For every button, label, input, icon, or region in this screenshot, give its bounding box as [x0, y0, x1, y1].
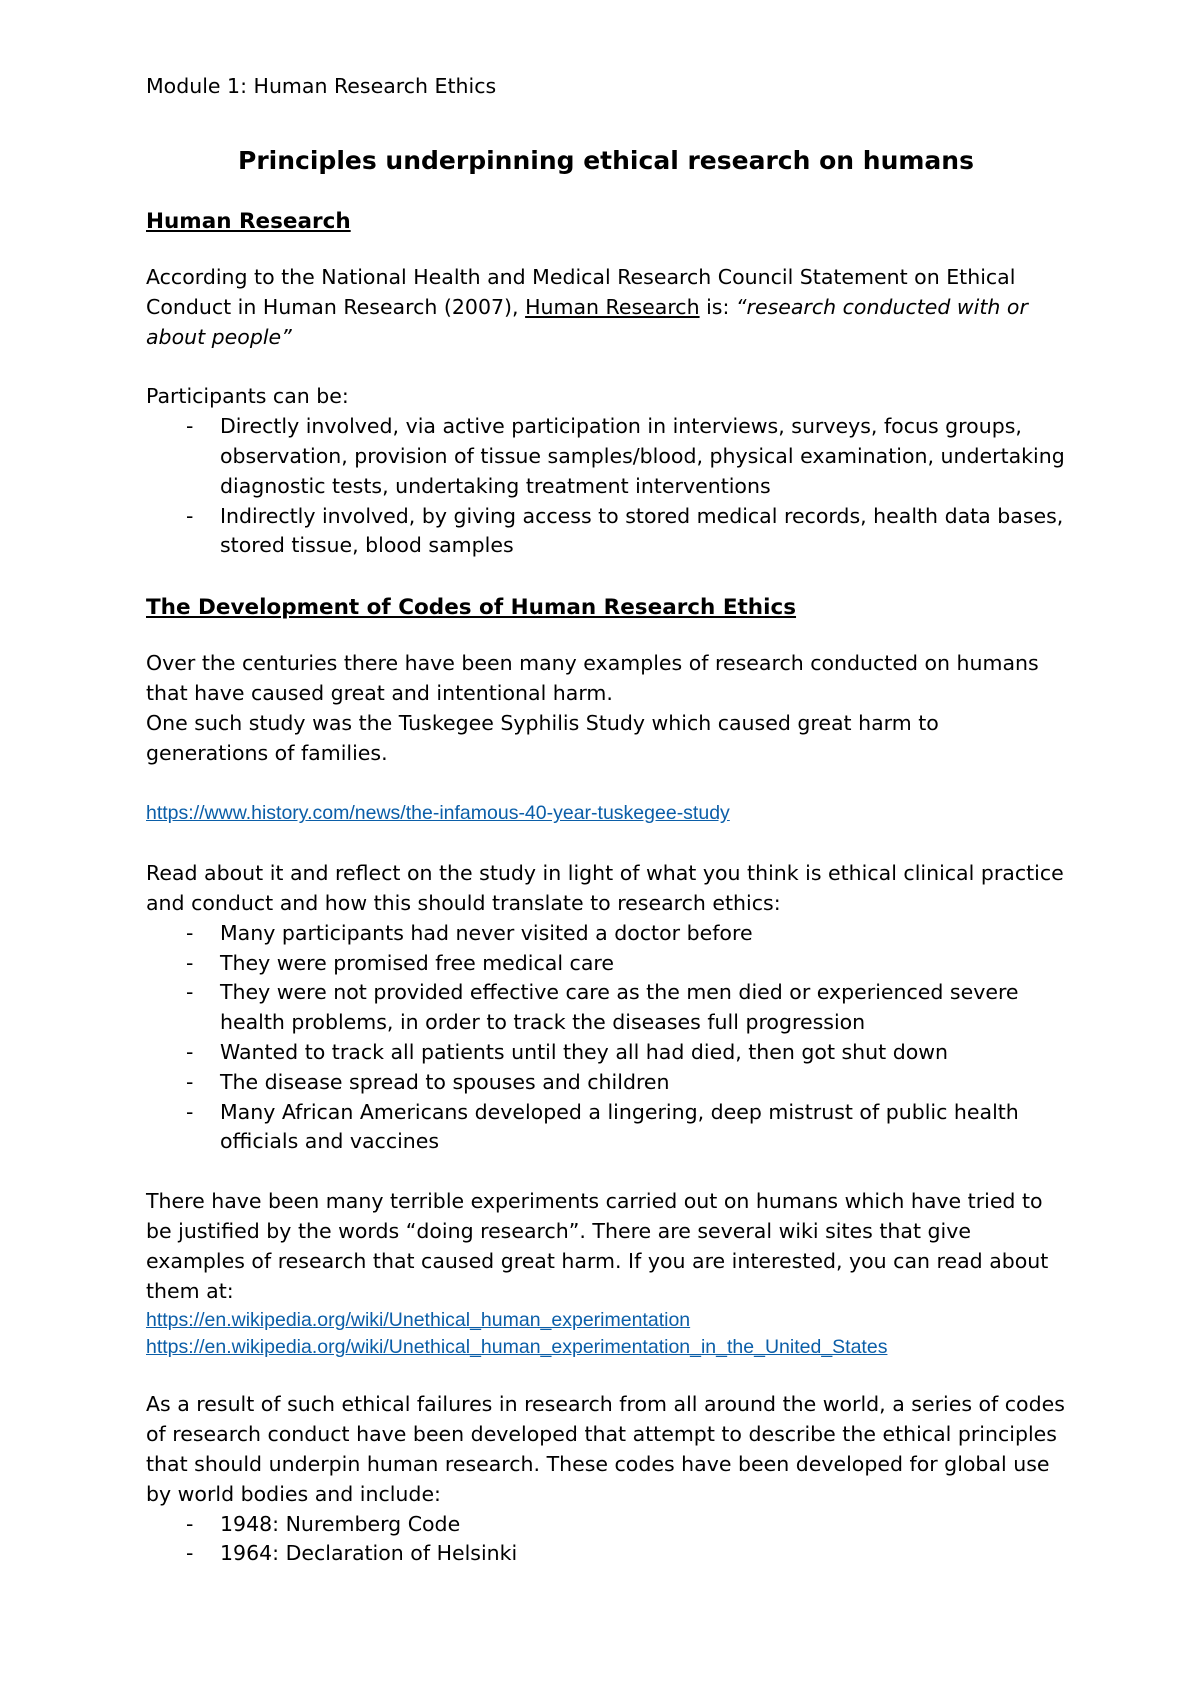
definition-mid: is:	[699, 294, 736, 319]
list-item: - 1964: Declaration of Helsinki	[146, 1539, 1066, 1569]
reflect-intro: Read about it and reflect on the study in light of what you think is ethical clinical practice and conduct and how this should translate to research ethics:	[146, 861, 1064, 915]
definition-term: Human Research	[525, 294, 700, 319]
codes-list	[146, 1510, 1066, 1570]
list-item: - The disease spread to spouses and children	[146, 1068, 1066, 1098]
list-item: - 1948: Nuremberg Code	[146, 1510, 1066, 1540]
wiki-links	[146, 1306, 1066, 1360]
list-item: - They were promised free medical care	[146, 949, 1066, 979]
wiki-paragraph: There have been many terrible experiments carried out on humans which have tried to be justified by the words “doing research”. There are several wiki sites that give examples of research that caused great harm. If you are interested, you can read about them at:	[146, 1189, 1049, 1303]
list-item: - Directly involved, via active participation in interviews, surveys, focus groups, observation, provision of tissue samples/blood, physical examination, undertaking diagnostic tests, undertaking treatment interventions	[146, 412, 1066, 501]
list-item: - Many African Americans developed a lingering, deep mistrust of public health officials and vaccines	[146, 1098, 1066, 1158]
module-header: Module 1: Human Research Ethics	[146, 74, 497, 98]
definition-quote: “research conducted with or about people”	[146, 294, 1028, 349]
participants-list	[146, 412, 1066, 561]
list-item: - Indirectly involved, by giving access to stored medical records, health data bases, stored tissue, blood samples	[146, 502, 1066, 562]
participants-intro: Participants can be:	[146, 384, 349, 409]
list-item: - Many participants had never visited a doctor before	[146, 919, 1066, 949]
page-title: Principles underpinning ethical research on humans	[238, 146, 974, 175]
reflect-list	[146, 919, 1066, 1157]
definition-lead: According to the National Health and Medical Research Council Statement on Ethical Conduct in Human Research (2007),	[146, 265, 1016, 319]
document-content	[146, 72, 1066, 1569]
tuskegee-paragraph: One such study was the Tuskegee Syphilis Study which caused great harm to generations of families.	[146, 710, 939, 765]
list-item: - They were not provided effective care as the men died or experienced severe health problems, in order to track the diseases full progression	[146, 978, 1066, 1038]
tuskegee-link-line	[146, 798, 1066, 829]
history-paragraph: Over the centuries there have been many examples of research conducted on humans that have caused great and intentional harm.	[146, 651, 1039, 705]
section-heading-human-research: Human Research	[146, 209, 351, 234]
section-heading-codes-development: The Development of Codes of Human Research Ethics	[146, 595, 797, 621]
tuskegee-link[interactable]: https://www.history.com/news/the-infamous-40-year-tuskegee-study	[146, 802, 730, 825]
wiki-link-unethical-experimentation-us[interactable]: https://en.wikipedia.org/wiki/Unethical_human_experimentation_in_the_United_States	[146, 1336, 888, 1359]
list-item: - Wanted to track all patients until they all had died, then got shut down	[146, 1038, 1066, 1068]
wiki-link-unethical-experimentation[interactable]: https://en.wikipedia.org/wiki/Unethical_human_experimentation	[146, 1309, 691, 1332]
human-research-definition	[146, 263, 1066, 352]
codes-paragraph: As a result of such ethical failures in research from all around the world, a series of codes of research conduct have been developed that attempt to describe the ethical principles that should underpin human research. These codes have been developed for global use by world bodies and include:	[146, 1392, 1065, 1506]
